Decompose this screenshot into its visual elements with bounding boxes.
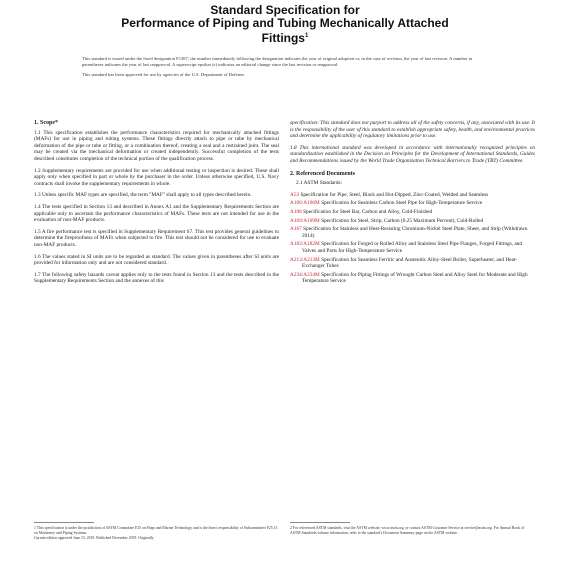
footnote-2: 2 For referenced ASTM standards, visit the ASTM website, www.astm.org, or contact ASTM Customer Service at service@astm.org. For Annual Book of ASTM Standards volume information, refer to the standard's Document Summary page on the ASTM website. <box>290 526 525 535</box>
scope-heading: 1. Scope* <box>34 120 58 126</box>
dod-approval-notice: This standard has been approved for use by agencies of the U.S. Department of Defense. <box>82 72 245 77</box>
footnote-1-edition: Current edition approved June 15, 2019. Published December 2019. Originally <box>34 535 154 540</box>
reference-item <box>290 200 535 207</box>
document-title-line-1: Standard Specification for <box>210 3 360 17</box>
reference-title: Specification for Forged or Rolled Alloy and Stainless Steel Pipe Flanges, Forged Fittings, and Valves and Parts for High-Temperature Service <box>302 241 522 254</box>
reference-link[interactable]: A108 <box>290 208 302 215</box>
document-title-line-3: Fittings$^1$ <box>261 31 309 45</box>
reference-title: Specification for Seamless Carbon Steel Pipe for High-Temperature Service <box>321 200 483 207</box>
scope-para-1-3: 1.3 Unless specific MAF types are specified, the term "MAF" shall apply to all types described herein. <box>34 192 252 199</box>
reference-title: Specification for Seamless Ferritic and Austenitic Alloy-Steel Boiler, Superheater, and Heat-Exchanger Tubes <box>302 256 518 270</box>
safety-caveat: specification: This standard does not purport to address all of the safety concerns, if any, associated with its use. It is the responsibility of the user of this standard to establish appropriate safety, health, and environmental practices and determine the applicability of regulatory limitations prior to use. <box>290 120 535 140</box>
footnote-divider-right <box>290 522 350 523</box>
scope-para-1-7: 1.7 The following safety hazards caveat applies only to the tests found in Section 13 and the tests described in the Supplementary Requirements Section and the annexes of this <box>34 271 279 285</box>
footnote-divider-left <box>34 522 94 523</box>
reference-title: Specification for Stainless and Heat-Resisting Chromium-Nickel Steel Plate, Sheet, and Strip (Withdrawn 2014) <box>302 226 528 239</box>
reference-item <box>290 208 535 216</box>
reference-item <box>290 217 535 225</box>
astm-standards-subheading: 2.1 ASTM Standards: <box>296 180 343 187</box>
footnotes-right <box>290 526 535 536</box>
reference-link[interactable]: A213/A213M <box>290 256 320 263</box>
reference-title: Specification for Steel Bar, Carbon and Alloy, Cold-Finished <box>303 208 433 215</box>
scope-para-1-4: 1.4 The tests specified in Section 13 and described in Annex A1 and the Supplementary Requirements Section are applicable only to ascertain the performance characteristics of MAFs. These tests are not intended for use in the evaluation of non-MAF products. <box>34 203 279 224</box>
reference-link[interactable]: A182/A182M <box>290 241 320 248</box>
reference-link[interactable]: A106/A106M <box>290 200 320 207</box>
footnotes-left <box>34 526 279 540</box>
left-column <box>34 120 279 290</box>
scope-para-1-8: 1.8 This international standard was developed in accordance with internationally recognized principles on standardization established in the Decision on Principles for the Development of International Standards, Guides and Recommendations issued by the World Trade Organization Technical Barriers to Trade (TBT) Committee. <box>290 144 535 164</box>
reference-item <box>290 271 535 285</box>
reference-title: Specification for Steel, Strip, Carbon (0.25 Maximum Percent), Cold-Rolled <box>321 217 484 224</box>
reference-link[interactable]: A109/A109M <box>290 217 320 224</box>
reference-link[interactable]: A167 <box>290 226 302 233</box>
referenced-documents-heading: 2. Referenced Documents <box>290 170 356 177</box>
reference-title: Specification for Piping Fittings of Wrought Carbon Steel and Alloy Steel for Moderate and High Temperature Service <box>302 271 528 285</box>
footnote-1: 1 This specification is under the jurisdiction of ASTM Committee F25 on Ships and Marine Technology and is the direct responsibility of Subcommittee F25.13 on Machinery and Piping Systems. <box>34 526 278 535</box>
reference-title: Specification for Pipe, Steel, Black and Hot-Dipped, Zinc-Coated, Welded and Seamless <box>300 191 489 198</box>
scope-para-1-2: 1.2 Supplementary requirements are provided for use when additional testing or inspection is desired. These shall apply only when specified in part or whole by the purchaser in the order. Unless otherwise specified, U.S. Navy contracts shall invoke the supplementary requirements in whole. <box>34 167 279 187</box>
right-column <box>290 120 535 287</box>
reference-item <box>290 226 535 239</box>
reference-link[interactable]: A53 <box>290 191 300 198</box>
scope-para-1-1: 1.1 This specification establishes the performance characteristics required for mechanically attached fittings (MAFs) for use in piping and tubing systems. These fittings directly attach to pipe or tube by mechanical deformation of the pipe or tube or fitting, or a combination thereof, creating a seal and a restrained joint. The seal may be created via the mechanical deformation or created independently. Successful completion of the tests described constitutes completion of the technical portion of the qualification process. <box>34 129 279 162</box>
standard-notice <box>82 56 488 82</box>
reference-link[interactable]: A234/A234M <box>290 271 320 278</box>
scope-para-1-5: 1.5 A fire performance test is specified in Supplementary Requirement S7. This test provides general guidelines to determine the fireproofness of MAFs when subjected to fire. This test should not be considered for use to evaluate non-MAF products. <box>34 228 279 248</box>
reference-item <box>290 256 535 270</box>
reference-item <box>290 241 535 254</box>
designation-notice: This standard is issued under the fixed designation F1387; the number immediately following the designation indicates the year of original adoption or, in the case of revision, the year of last revision. A number in parentheses indicates the year of last reapproval. A superscript epsilon (ε) indicates an editorial change since the last revision or reapproval. <box>82 56 473 67</box>
reference-list <box>290 192 535 285</box>
document-title-line-2: Performance of Piping and Tubing Mechanically Attached <box>121 16 449 30</box>
reference-item <box>290 191 535 199</box>
scope-para-1-6: 1.6 The values stated in SI units are to be regarded as standard. The values given in parentheses after SI units are provided for information only and are not considered standard. <box>34 253 279 267</box>
